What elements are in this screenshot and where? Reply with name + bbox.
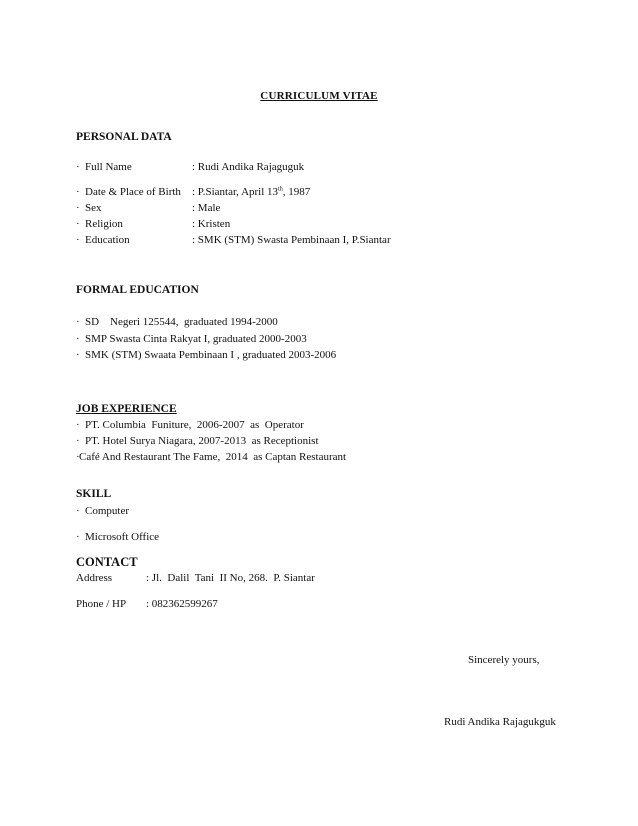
section-heading-formal-education: FORMAL EDUCATION: [76, 284, 199, 296]
section-heading-skill: SKILL: [76, 488, 112, 500]
signature-name: Rudi Andika Rajagukguk: [444, 716, 556, 728]
bullet: ·: [76, 451, 80, 463]
closing-salutation: Sincerely yours,: [468, 654, 540, 666]
bullet: ·: [76, 234, 80, 246]
personal-row-sex: [76, 202, 221, 214]
personal-label: Date & Place of Birth: [85, 186, 181, 198]
personal-label: Full Name: [85, 161, 132, 173]
contact-row-phone: [76, 598, 218, 610]
personal-row-religion: [76, 218, 231, 230]
birth-value-post: , 1987: [282, 186, 311, 198]
education-item-text: SMP Swasta Cinta Rakyat I, graduated 2000-2003: [85, 333, 307, 345]
education-item: [76, 349, 336, 361]
cv-title: CURRICULUM VITAE: [260, 90, 378, 102]
contact-label: Phone / HP: [76, 598, 127, 610]
skill-item-text: Computer: [85, 505, 129, 517]
skill-item: [76, 531, 159, 543]
bullet: ·: [76, 218, 80, 230]
job-item-text: PT. Columbia Funiture, 2006-2007 as Operator: [85, 419, 304, 431]
education-item: [76, 316, 278, 328]
bullet: ·: [76, 435, 80, 447]
bullet: ·: [76, 349, 80, 361]
personal-row-birth: [76, 186, 311, 198]
section-heading-personal-data: PERSONAL DATA: [76, 131, 172, 143]
education-item-text: SMK (STM) Swaata Pembinaan I , graduated 2003-2006: [85, 349, 337, 361]
personal-row-full-name: [76, 161, 305, 173]
contact-row-address: [76, 572, 315, 584]
skill-item: [76, 505, 129, 517]
personal-value: : Rudi Andika Rajaguguk: [192, 161, 305, 173]
personal-label: Sex: [85, 202, 102, 214]
bullet: ·: [76, 333, 80, 345]
bullet: ·: [76, 202, 80, 214]
bullet: ·: [76, 186, 80, 198]
personal-label: Education: [85, 234, 130, 246]
bullet: ·: [76, 531, 80, 543]
birth-value-sup: th: [278, 186, 283, 193]
personal-label: Religion: [85, 218, 123, 230]
birth-value-pre: : P.Siantar, April 13: [192, 186, 279, 198]
job-item: [76, 435, 319, 447]
contact-value: : 082362599267: [146, 598, 218, 610]
personal-row-education: [76, 234, 391, 246]
contact-value: : Jl. Dalil Tani II No, 268. P. Siantar: [146, 572, 315, 584]
bullet: ·: [76, 161, 80, 173]
skill-item-text: Microsoft Office: [85, 531, 160, 543]
bullet: ·: [76, 316, 80, 328]
personal-value: [192, 186, 310, 198]
education-item-text: SD Negeri 125544, graduated 1994-2000: [85, 316, 278, 328]
job-item: [76, 419, 304, 431]
job-item: [76, 451, 346, 463]
personal-value: : SMK (STM) Swasta Pembinaan I, P.Siantar: [192, 234, 391, 246]
bullet: ·: [76, 419, 80, 431]
job-item-text: PT. Hotel Surya Niagara, 2007-2013 as Receptionist: [85, 435, 319, 447]
section-heading-job-experience: JOB EXPERIENCE: [76, 403, 177, 415]
section-heading-contact: CONTACT: [76, 555, 138, 569]
job-item-text: Café And Restaurant The Fame, 2014 as Captan Restaurant: [79, 451, 347, 463]
bullet: ·: [76, 505, 80, 517]
contact-label: Address: [76, 572, 113, 584]
personal-value: : Male: [192, 202, 221, 214]
personal-value: : Kristen: [192, 218, 231, 230]
education-item: [76, 333, 307, 345]
